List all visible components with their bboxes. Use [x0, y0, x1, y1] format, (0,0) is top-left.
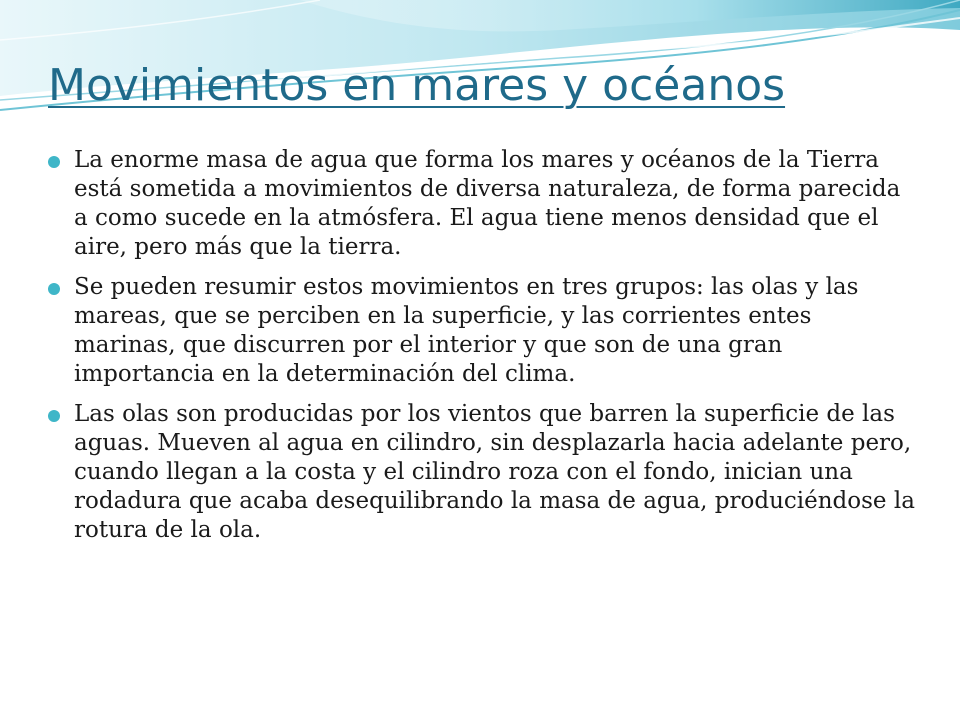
- slide-title: Movimientos en mares y océanos: [48, 60, 786, 111]
- bullet-text: La enorme masa de agua que forma los mares y océanos de la Tierra está sometida a movimientos de diversa naturaleza, de forma parecida a como sucede en la atmósfera. El agua tiene menos densidad que el aire, pero más que la tierra.: [74, 147, 901, 260]
- bullet-list: [46, 146, 916, 545]
- slide-content: [46, 146, 916, 556]
- bullet-icon: [48, 156, 60, 168]
- bullet-icon: [48, 410, 60, 422]
- bullet-text: Se pueden resumir estos movimientos en tres grupos: las olas y las mareas, que se perciben en la superficie, y las corrientes entes marinas, que discurren por el interior y que son de una gran importancia en la determinación del clima.: [74, 274, 859, 387]
- bullet-icon: [48, 283, 60, 295]
- bullet-item: [46, 400, 916, 545]
- bullet-item: [46, 146, 916, 262]
- bullet-text: Las olas son producidas por los vientos que barren la superficie de las aguas. Mueven al agua en cilindro, sin desplazarla hacia adelante pero, cuando llegan a la costa y el cilindro roza con el fondo, inician una rodadura que acaba desequilibrando la masa de agua, produciéndose la rotura de la ola.: [74, 401, 915, 543]
- bullet-item: [46, 273, 916, 389]
